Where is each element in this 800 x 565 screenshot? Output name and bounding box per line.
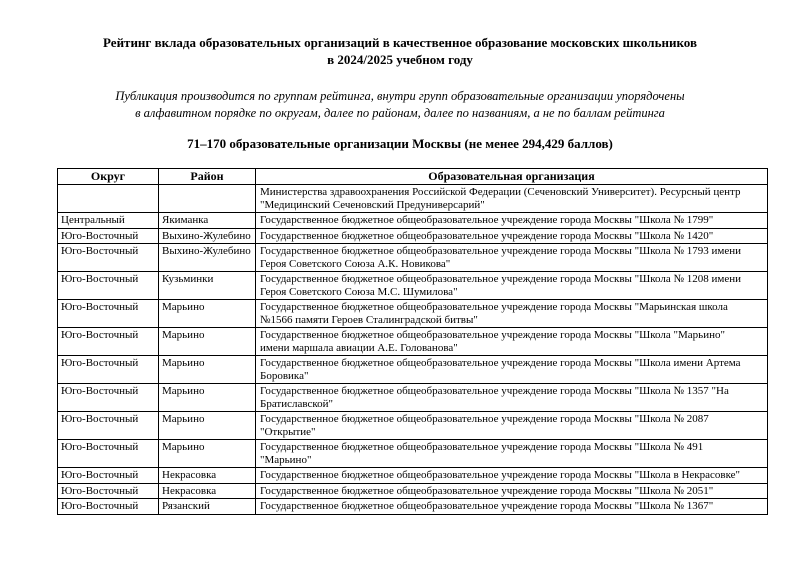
cell-okrug: Юго-Восточный: [58, 468, 159, 484]
cell-organization: Государственное бюджетное общеобразовательное учреждение города Москвы "Школа № 491 "Марьино": [256, 440, 768, 468]
cell-rayon: Якиманка: [159, 213, 256, 229]
cell-okrug: Юго-Восточный: [58, 272, 159, 300]
cell-okrug: Юго-Восточный: [58, 356, 159, 384]
column-header-rayon: Район: [159, 169, 256, 185]
document-title: [0, 0, 800, 68]
table-header-row: [58, 169, 768, 185]
cell-okrug: Юго-Восточный: [58, 412, 159, 440]
document-title-line-1: Рейтинг вклада образовательных организаций в качественное образование московских школьников: [103, 35, 697, 50]
cell-rayon: Марьино: [159, 356, 256, 384]
publication-note-line-1: Публикация производится по группам рейтинга, внутри групп образовательные организации упорядочены: [115, 89, 685, 103]
cell-okrug: [58, 185, 159, 213]
cell-rayon: Кузьминки: [159, 272, 256, 300]
cell-organization: Государственное бюджетное общеобразовательное учреждение города Москвы "Школа № 2051": [256, 483, 768, 499]
cell-rayon: Марьино: [159, 300, 256, 328]
table-row: [58, 185, 768, 213]
cell-organization: Государственное бюджетное общеобразовательное учреждение города Москвы "Школа № 1367": [256, 499, 768, 515]
cell-organization: Государственное бюджетное общеобразовательное учреждение города Москвы "Школа № 1357 "На Братиславской": [256, 384, 768, 412]
cell-okrug: Юго-Восточный: [58, 499, 159, 515]
cell-rayon: Выхино-Жулебино: [159, 228, 256, 244]
rating-group-heading: 71–170 образовательные организации Москвы (не менее 294,429 баллов): [187, 136, 613, 151]
cell-organization: Государственное бюджетное общеобразовательное учреждение города Москвы "Школа № 1208 имени Героя Советского Союза М.С. Шумилова": [256, 272, 768, 300]
cell-rayon: Рязанский: [159, 499, 256, 515]
cell-rayon: Выхино-Жулебино: [159, 244, 256, 272]
cell-rayon: Некрасовка: [159, 468, 256, 484]
cell-rayon: Марьино: [159, 328, 256, 356]
cell-okrug: Юго-Восточный: [58, 384, 159, 412]
table-row: [58, 440, 768, 468]
cell-okrug: Юго-Восточный: [58, 300, 159, 328]
cell-organization: Государственное бюджетное общеобразовательное учреждение города Москвы "Марьинская школа №1566 памяти Героев Сталинградской битвы": [256, 300, 768, 328]
cell-okrug: Юго-Восточный: [58, 228, 159, 244]
cell-organization: Государственное бюджетное общеобразовательное учреждение города Москвы "Школа имени Артема Боровика": [256, 356, 768, 384]
document-title-line-2: в 2024/2025 учебном году: [327, 52, 473, 67]
table-row: [58, 483, 768, 499]
table-row: [58, 213, 768, 229]
table-row: [58, 412, 768, 440]
table-row: [58, 272, 768, 300]
table-row: [58, 468, 768, 484]
rating-table: [57, 168, 768, 515]
cell-organization: Государственное бюджетное общеобразовательное учреждение города Москвы "Школа № 1793 имени Героя Советского Союза А.К. Новикова": [256, 244, 768, 272]
cell-organization: Государственное бюджетное общеобразовательное учреждение города Москвы "Школа № 2087 "Открытие": [256, 412, 768, 440]
cell-okrug: Центральный: [58, 213, 159, 229]
cell-okrug: Юго-Восточный: [58, 440, 159, 468]
table-row: [58, 384, 768, 412]
cell-rayon: [159, 185, 256, 213]
column-header-okrug: Округ: [58, 169, 159, 185]
cell-rayon: Марьино: [159, 412, 256, 440]
cell-rayon: Марьино: [159, 440, 256, 468]
cell-okrug: Юго-Восточный: [58, 244, 159, 272]
table-row: [58, 499, 768, 515]
cell-rayon: Некрасовка: [159, 483, 256, 499]
cell-organization: Государственное бюджетное общеобразовательное учреждение города Москвы "Школа "Марьино" имени маршала авиации А.Е. Голованова": [256, 328, 768, 356]
cell-rayon: Марьино: [159, 384, 256, 412]
cell-okrug: Юго-Восточный: [58, 483, 159, 499]
cell-organization: Министерства здравоохранения Российской Федерации (Сеченовский Университет). Ресурсный центр "Медицинский Сеченовский Предуниверсарий": [256, 185, 768, 213]
table-body: [58, 185, 768, 515]
publication-note-line-2: в алфавитном порядке по округам, далее по районам, далее по названиям, а не по баллам рейтинга: [135, 106, 665, 120]
table-row: [58, 244, 768, 272]
cell-organization: Государственное бюджетное общеобразовательное учреждение города Москвы "Школа № 1420": [256, 228, 768, 244]
publication-note: [0, 88, 800, 122]
table-row: [58, 300, 768, 328]
cell-organization: Государственное бюджетное общеобразовательное учреждение города Москвы "Школа № 1799": [256, 213, 768, 229]
table-row: [58, 228, 768, 244]
table-row: [58, 356, 768, 384]
cell-organization: Государственное бюджетное общеобразовательное учреждение города Москвы "Школа в Некрасовке": [256, 468, 768, 484]
table-row: [58, 328, 768, 356]
cell-okrug: Юго-Восточный: [58, 328, 159, 356]
column-header-organization: Образовательная организация: [256, 169, 768, 185]
